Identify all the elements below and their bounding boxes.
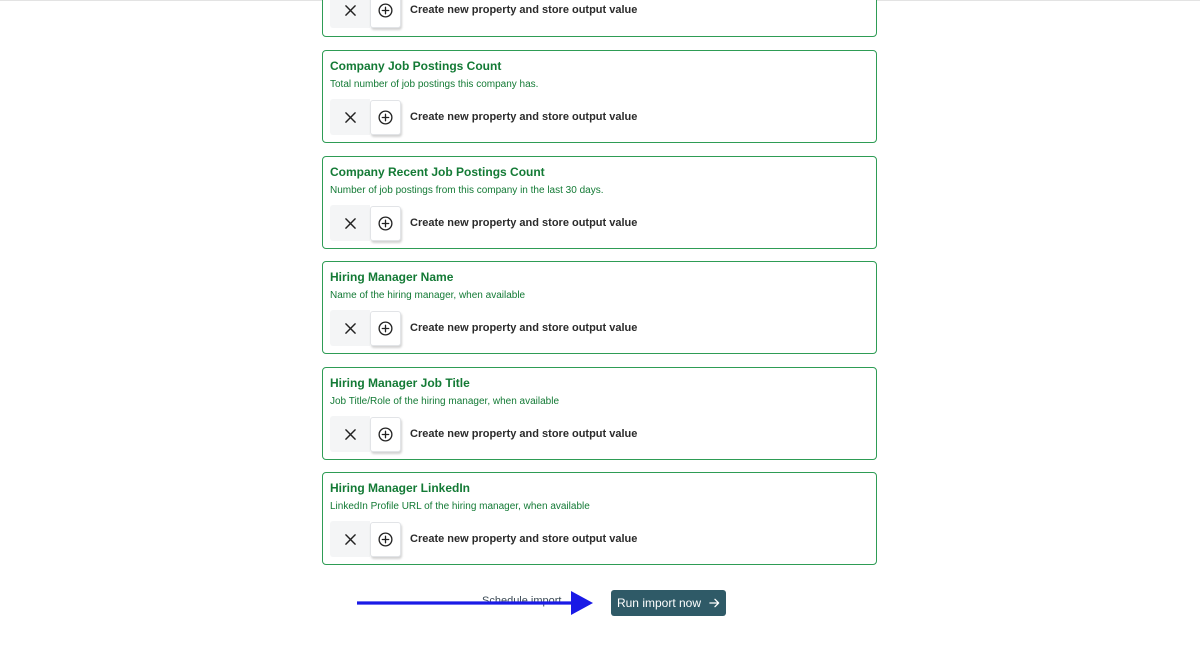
field-description: Job Title/Role of the hiring manager, when available	[330, 396, 560, 407]
schedule-import-link[interactable]: Schedule import	[482, 595, 562, 607]
field-card-actions	[330, 416, 637, 452]
close-icon	[345, 429, 356, 440]
remove-mapping-button[interactable]	[330, 521, 370, 557]
field-title: Company Recent Job Postings Count	[330, 165, 545, 179]
field-description: Name of the hiring manager, when available	[330, 290, 526, 301]
create-property-label[interactable]: Create new property and store output value	[410, 428, 638, 440]
field-card-actions	[330, 521, 637, 557]
field-card	[322, 50, 877, 143]
create-property-label[interactable]: Create new property and store output value	[410, 217, 638, 229]
create-property-button[interactable]	[370, 522, 401, 557]
create-property-label[interactable]: Create new property and store output value	[410, 111, 638, 123]
plus-circle-icon	[378, 216, 393, 231]
close-icon	[345, 218, 356, 229]
remove-mapping-button[interactable]	[330, 416, 370, 452]
plus-circle-icon	[378, 427, 393, 442]
plus-circle-icon	[378, 321, 393, 336]
field-title: Hiring Manager Name	[330, 270, 454, 284]
create-property-button[interactable]	[370, 206, 401, 241]
plus-circle-icon	[378, 3, 393, 18]
arrow-right-icon	[709, 598, 720, 608]
remove-mapping-button[interactable]	[330, 310, 370, 346]
field-description: LinkedIn Profile URL of the hiring manager, when available	[330, 501, 590, 512]
field-title: Company Job Postings Count	[330, 59, 502, 73]
field-card-actions	[330, 0, 637, 28]
field-title: Hiring Manager LinkedIn	[330, 481, 471, 495]
run-import-label: Run import now	[616, 596, 702, 610]
field-title: Hiring Manager Job Title	[330, 376, 470, 390]
close-icon	[345, 534, 356, 545]
close-icon	[345, 5, 356, 16]
field-card	[322, 367, 877, 460]
field-description: Number of job postings from this company in the last 30 days.	[330, 185, 604, 196]
create-property-button[interactable]	[370, 0, 401, 28]
create-property-button[interactable]	[370, 417, 401, 452]
field-card	[322, 261, 877, 354]
create-property-label[interactable]: Create new property and store output value	[410, 533, 638, 545]
field-card	[322, 156, 877, 249]
plus-circle-icon	[378, 532, 393, 547]
run-import-now-button[interactable]	[611, 590, 726, 616]
create-property-label[interactable]: Create new property and store output value	[410, 4, 638, 16]
close-icon	[345, 112, 356, 123]
field-card-partial	[322, 0, 877, 37]
remove-mapping-button[interactable]	[330, 0, 370, 28]
field-card-actions	[330, 205, 637, 241]
field-card-actions	[330, 310, 637, 346]
field-card	[322, 472, 877, 565]
create-property-button[interactable]	[370, 311, 401, 346]
import-actions	[0, 590, 1200, 616]
plus-circle-icon	[378, 110, 393, 125]
create-property-button[interactable]	[370, 100, 401, 135]
create-property-label[interactable]: Create new property and store output value	[410, 322, 638, 334]
remove-mapping-button[interactable]	[330, 205, 370, 241]
field-card-actions	[330, 99, 637, 135]
close-icon	[345, 323, 356, 334]
field-description: Total number of job postings this company has.	[330, 79, 539, 90]
remove-mapping-button[interactable]	[330, 99, 370, 135]
